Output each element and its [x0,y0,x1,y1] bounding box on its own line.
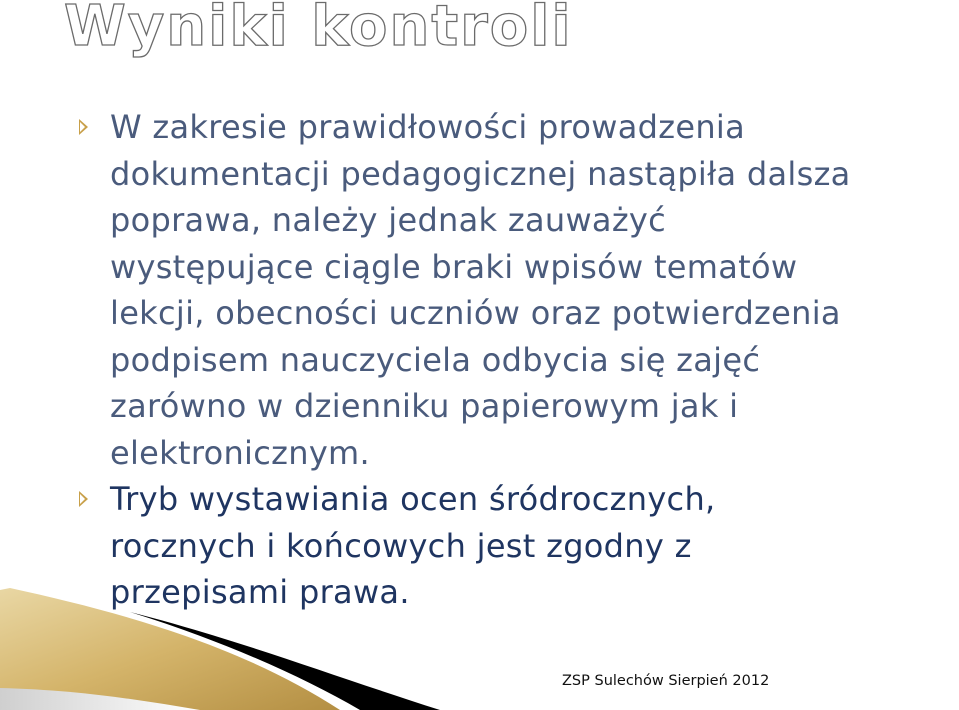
slide-footer: ZSP Sulechów Sierpień 2012 [562,673,770,689]
bullet-line: rocznych i końcowych jest zgodny z [110,526,692,565]
bullet-line: zarówno w dzienniku papierowym jak i [110,387,739,425]
bullet-line: W zakresie prawidłowości prowadzenia [110,108,746,146]
triangle-right-icon [79,119,88,135]
bullet-line: dokumentacji pedagogicznej nastąpiła dalsza [110,154,851,193]
bullet-line: poprawa, należy jednak zauważyć [110,201,667,239]
bullet-line: elektronicznym. [110,433,370,472]
bullet-item [76,104,956,476]
bullet-line: występujące ciągle braki wpisów tematów [110,247,798,286]
bullet-line: lekcji, obecności uczniów oraz potwierdzenia [110,294,841,332]
bullet-line: przepisami prawa. [110,573,410,611]
bullet-line: Tryb wystawiania ocen śródrocznych, [110,480,716,518]
bullet-line: podpisem nauczyciela odbycia się zajęć [110,340,761,379]
slide-title: Wyniki kontroli [64,0,573,59]
bullet-item [76,476,956,616]
triangle-right-icon [79,491,88,507]
bullet-list [76,104,956,616]
